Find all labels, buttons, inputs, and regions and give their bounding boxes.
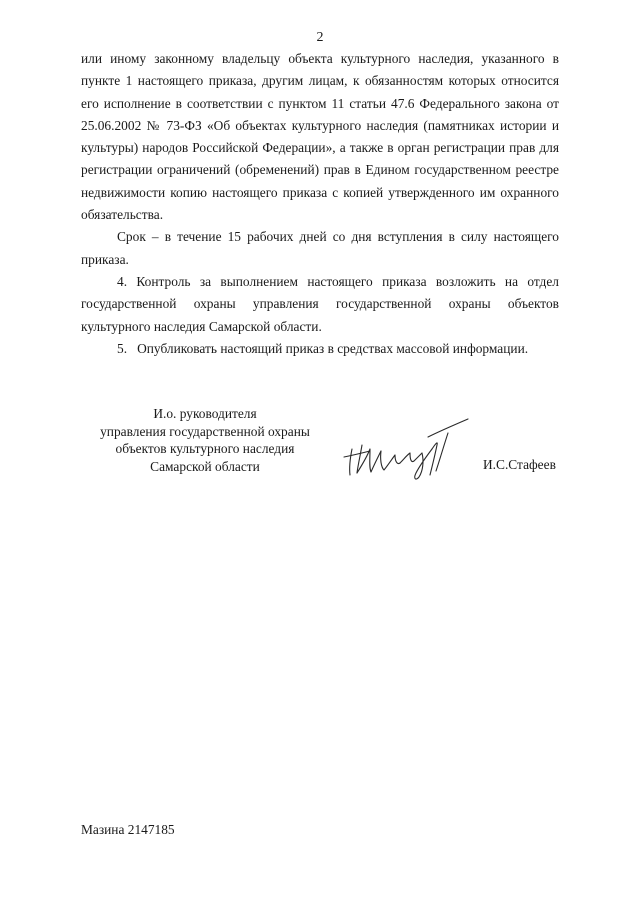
- page-number: 2: [316, 30, 324, 45]
- paragraph-item-4: 4. Контроль за выполнением настоящего приказа возложить на отдел государственной охраны управления государственной охраны объектов культурного наследия Самарской области.: [81, 273, 559, 334]
- signatory-title-line: управления государственной охраны: [100, 423, 310, 439]
- signatory-title-line: Самарской области: [150, 458, 260, 474]
- executor-note: Мазина 2147185: [81, 822, 175, 837]
- signatory-title-line: объектов культурного наследия: [115, 441, 295, 456]
- paragraph-item-5: 5. Опубликовать настоящий приказ в средствах массовой информации.: [117, 340, 529, 356]
- signatory-name: И.С.Стафеев: [483, 457, 556, 472]
- signatory-title-line: И.о. руководителя: [153, 406, 257, 421]
- handwritten-signature: [340, 415, 480, 485]
- signatory-title: [80, 405, 330, 475]
- document-body: [81, 48, 559, 360]
- paragraph-deadline: Срок – в течение 15 рабочих дней со дня вступления в силу настоящего приказа.: [81, 229, 559, 267]
- paragraph-continuation: или иному законному владельцу объекта культурного наследия, указанного в пункте 1 настоящего приказа, другим лицам, к обязанностям которых относится его исполнение в соответствии с пунктом 11 статьи 47.6 Федерального закона от 25.06.2002 № 73-ФЗ «Об объектах культурного наследия (памятниках истории и культуры) народов Российской Федерации», а также в орган регистрации прав для регистрации ограничений (обременений) прав в Едином государственном реестре недвижимости копию настоящего приказа с копией утвержденного им охранного обязательства.: [81, 51, 559, 223]
